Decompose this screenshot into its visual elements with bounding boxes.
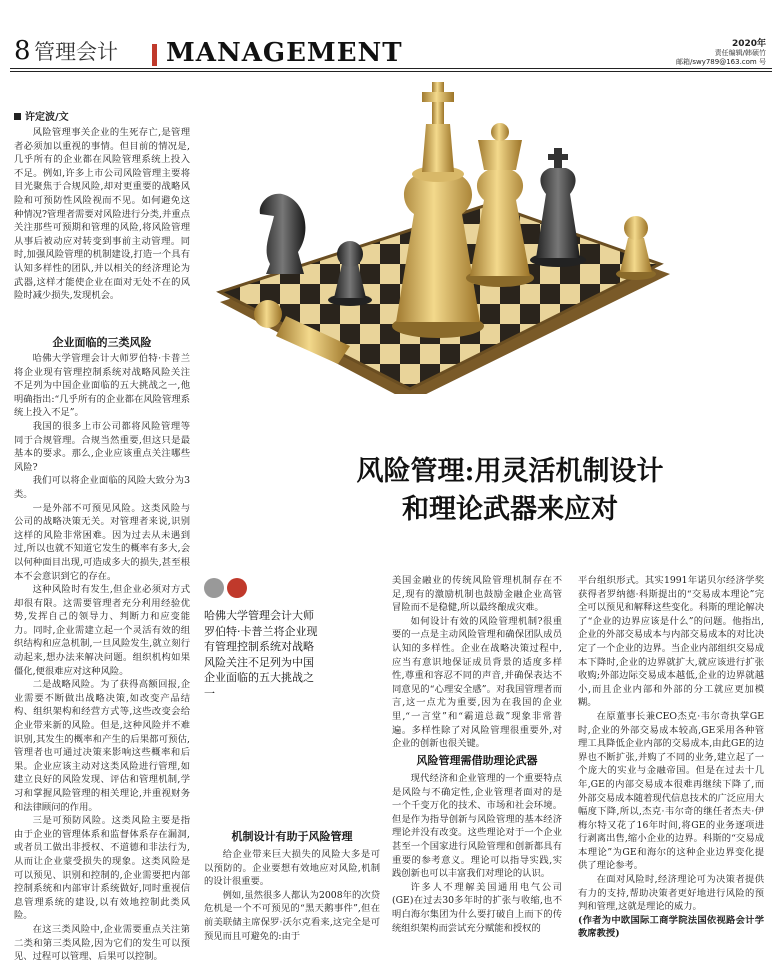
paragraph: 平台组织形式。其实1991年诺贝尔经济学奖获得者罗纳德·科斯提出的“交易成本理论”完全可以预见和解释这些变化。科斯的理论解决了“企业的边界应该是什么”的问题。他指出,企业的外部交易成本与内部交易成本的对比决定了一个企业的边界。当企业内部组织交易成本下降时,企业的边界就扩大,就应该进行扩张收购;外部边际交易成本越低,企业的边界就越小,而且企业内部和外部的分工就应更加模糊。 [578,575,764,709]
paragraph: 例如,虽然很多人都认为2008年的次贷危机是一个不可预见的“黑天鹅事件”,但在前美联储主席保罗·沃尔克看来,这完全是可预见而且可避免的:由于 [204,889,380,942]
subhead-mechanism: 机制设计有助于风险管理 [231,830,353,843]
section-name-en: MANAGEMENT [166,38,403,68]
paragraph: 美国金融业的传统风险管理机制存在不足,现有的激励机制也鼓励金融企业高管冒险而不是稳健,所以最终酿成灾难。 [392,575,562,614]
article-column-3 [392,574,562,751]
paragraph: 三是可预防风险。这类风险主要是指由于企业的管理体系和监督体系存在漏洞,或者员工做出非授权、不道德和非法行为,从而让企业蒙受损失的现象。这类风险是可以预见、识别和控制的,企业需要把内部控制系统和内部审计系统做好,同时重视信息管理系统的建设,以有效地控制此类风险。 [14,815,190,922]
author-credit: (作者为中欧国际工商学院法国依视路会计学教席教授) [578,914,764,940]
paragraph: 这种风险时有发生,但企业必须对方式却很有限。这需要管理者充分利用经验优势,发挥自己的领导力、判断力和应变能力。同时,企业需建立起一个灵活有效的组织结构和应急机制,一旦风险发生,就立刻行动起来,想办法来解决问题。组织机构如果僵化,便很难应对这种风险。 [14,584,190,677]
byline: 许定波/文 [14,108,69,123]
issue-year: 2020年 [731,39,766,49]
paragraph: 我们可以将企业面临的风险大致分为3类。 [14,475,190,500]
headline-line-2: 和理论武器来应对 [402,494,618,525]
paragraph: 给企业带来巨大损失的风险大多是可以预防的。企业要想有效地应对风险,机制的设计很重要。 [204,849,380,888]
paragraph: 如何设计有效的风险管理机制?很重要的一点是主动风险管理和确保团队成员认知的多样性。企业在战略决策过程中,应当有意识地保证成员背景的适度多样性,尊重和容忍不同的声音,并确保表达不同意见的“心理安全感”。对我国管理者而言,这一点尤为重要,因为在我国的企业里,“一言堂”和“霸道总裁”现象非常普遍。多样性除了对风险管理很重要外,对企业的创新也很关键。 [392,615,562,750]
paragraph: 二是战略风险。为了获得高额回报,企业需要不断做出战略决策,如改变产品结构、组织架构和经营方式等,这些改变会给企业带来新的风险。但是,这种风险并不难识别,其发生的概率和产生的后果都可预估,管理者也可通过决策来影响这些概率和后果。企业应该主动对这类风险进行管理,如建立良好的风险发现、评估和管理机制,学习和掌握风险管理的相关理论,并重视财务和法律顾问的作用。 [14,679,190,813]
editor-email: 邮箱/swy789@163.com [675,58,757,66]
paragraph: 哈佛大学管理会计大师罗伯特·卡普兰将企业现有管理控制系统对战略风险关注不足列为中国企业面临的五大挑战之一,他明确指出:“几乎所有的企业都在风险管理系统上投入不足”。 [14,353,190,419]
article-column-2 [204,848,380,943]
masthead [0,0,774,66]
subhead-theory: 风险管理需借助理论武器 [416,754,538,767]
article-column-1-intro [14,126,190,303]
article-column-4 [578,574,764,941]
paragraph: 现代经济和企业管理的一个重要特点是风险与不确定性,企业管理者面对的是一个千变万化的技术、市场和社会环境。但是作为指导创新与风险管理的基本经济理论并没有改变。这些理论对于一个企业甚至一个国家进行风险管理和创新都具有重要的参考意义。理论可以指导实践,实践创新也可以丰富我们对理论的认识。 [392,773,562,880]
paragraph: 在原董事长兼CEO杰克·韦尔奇执掌GE时,企业的外部交易成本较高,GE采用各种管理工具降低企业内部的交易成本,由此GE的边界也不断扩张,并购了不同的业务,建立起了一个庞大的实业与金融帝国。但是在过去十几年,GE的内部交易成本很难再继续下降了,而外部交易成本随着现代信息技术的广泛应用大幅度下降,所以,杰克·韦尔奇的继任者杰夫·伊梅尔特又花了16年时间,将GE的业务逐项进行剥离出售,缩小企业的边界。科斯的“交易成本理论”为GE和海尔的这种企业边界变化提供了理论参考。 [578,710,764,872]
white-pawn-icon [616,216,656,280]
pull-quote: 哈佛大学管理会计大师罗伯特·卡普兰将企业现有管理控制系统对战略风险关注不足列为中国企业面临的五大挑战之一 [204,609,318,700]
article-column-1 [14,352,190,964]
paragraph: 在这三类风险中,企业需要重点关注第二类和第三类风险,因为它们的发生可以预见、过程可以管理、后果可以控制。 [14,923,190,963]
subhead-three-risks: 企业面临的三类风险 [52,336,152,349]
page-number: 8 [14,36,31,66]
article-column-3-cont [392,772,562,935]
paragraph: 许多人不理解美国通用电气公司(GE)在过去30多年时的扩张与收缩,也不明白海尔集团为什么要打破自上而下的传统组织架构而尝试充分赋能和授权的 [392,881,562,934]
section-name-cn: 管理会计 [34,40,118,64]
section-divider-bar [152,44,157,66]
paragraph: 风险管理事关企业的生死存亡,是管理者必须加以重视的事情。但目前的情况是,几乎所有的企业都在风险管理系统上投入不足。例如,许多上市公司风险管理主要将目光聚焦于合规风险,却对更重要的战略风险和可预防性风险视而不见。如何避免这种情况?管理者需要对风险进行分类,并重点关注那些可预期和管理的风险,将风险管理从事后被动应对转变到事前主动管理。同时,加强风险管理的机制建设,打造一个具有认知多样性的团队,并以相关的经济理论为武器,这样才能使企业在面对无处不在的风险时减少损失,发现机会。 [14,127,190,302]
quote-marker-icon [204,578,250,602]
editor-name: 责任编辑/韩硕竹 [714,49,766,57]
editor-info: 2020年 责任编辑/韩硕竹 邮箱/swy789@163.com 号 [675,39,766,66]
black-knight-icon [260,194,306,274]
headline-line-1: 风险管理:用灵活机制设计 [356,456,664,487]
black-king-icon [530,148,586,267]
paragraph: 在面对风险时,经济理论可为决策者提供有力的支持,帮助决策者更好地进行风险的预判和管理,这就是理论的威力。 [578,874,764,913]
paragraph: 我国的很多上市公司都将风险管理等同于合规管理。合规当然重要,但这只是最基本的要求。那么,企业应该重点关注哪些风险? [14,420,190,473]
paragraph: 一是外部不可预见风险。这类风险与公司的战略决策无关。对管理者来说,识别这样的风险非常困难。因为过去从未遇到过,所以也就不知道它发生的概率有多大,会以何种面目出现,可造成多大的损失,甚至根本不会意识到它的存在。 [14,502,190,582]
white-queen-icon [466,123,534,287]
chess-illustration [200,64,670,394]
